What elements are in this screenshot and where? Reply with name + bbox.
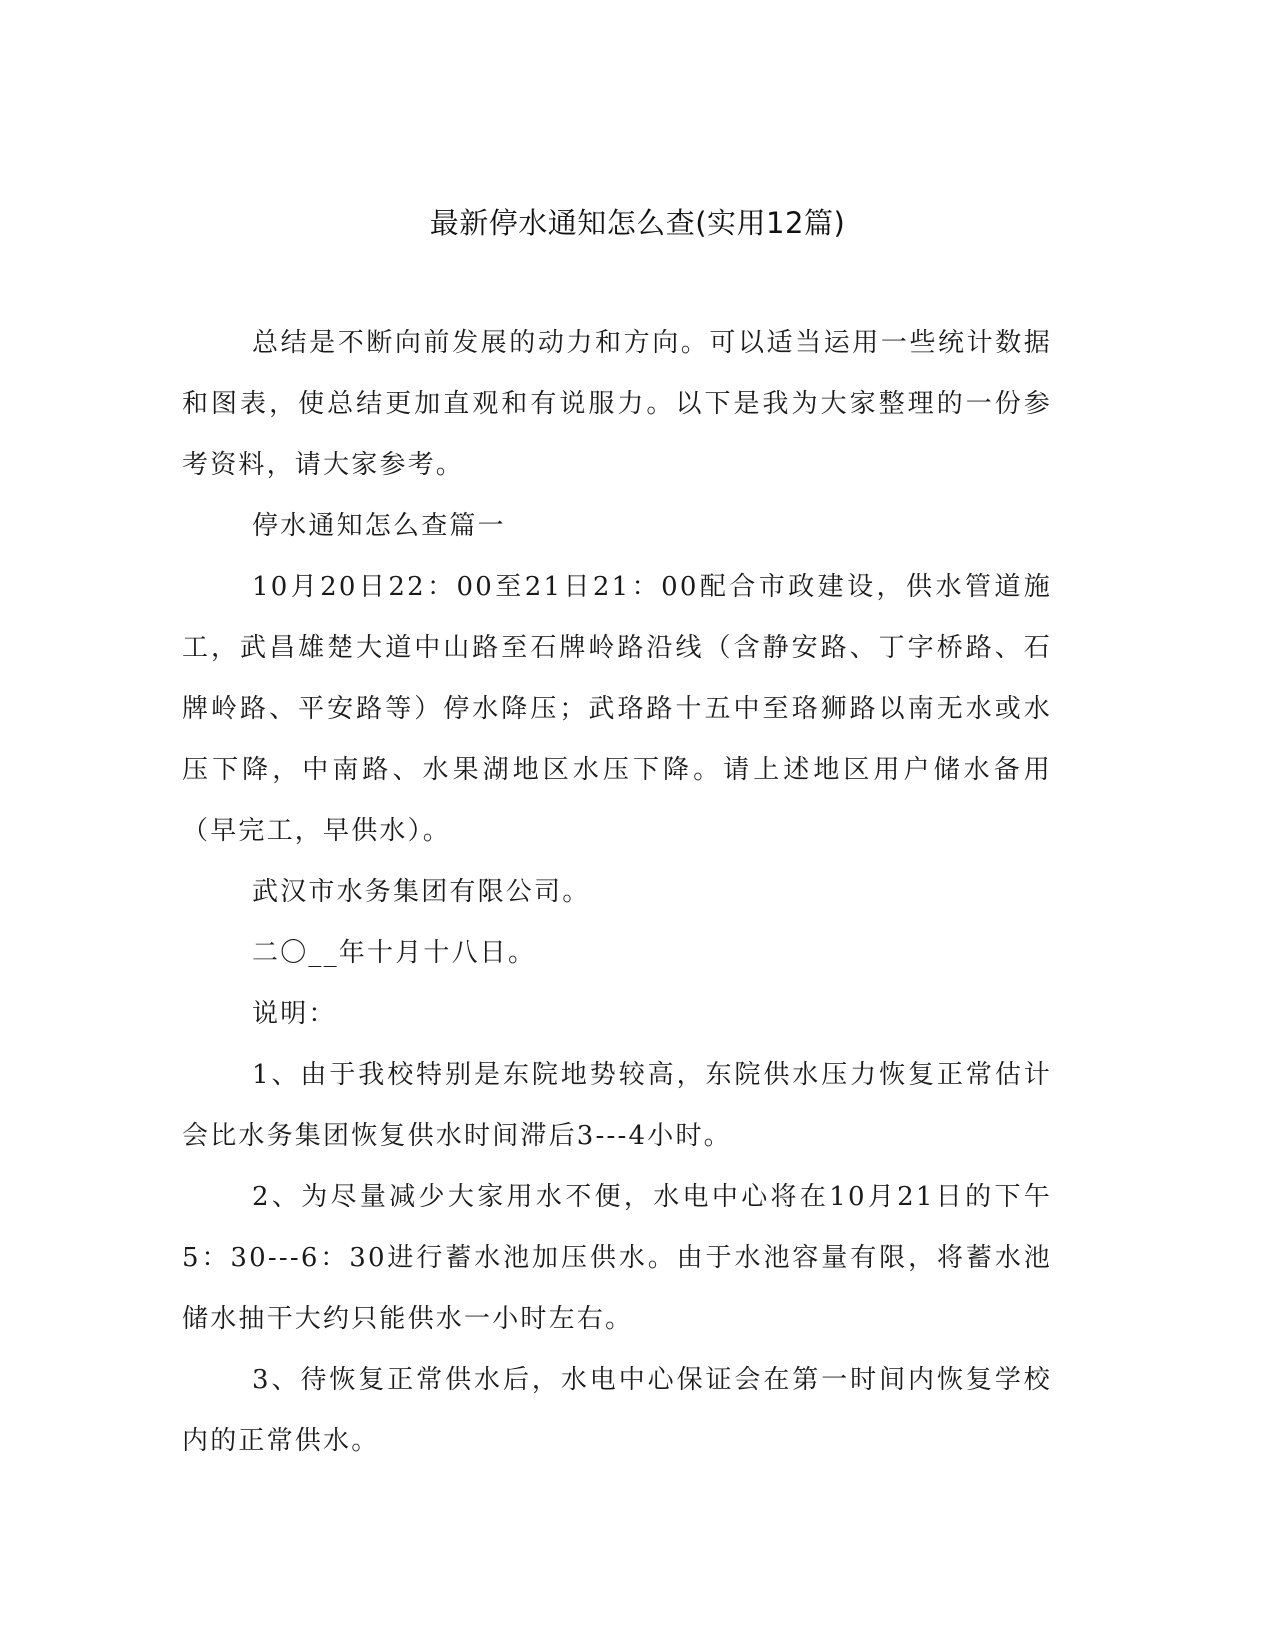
section-heading: 停水通知怎么查篇一 (252, 511, 506, 541)
notice-paragraph: 10月20日22：00至21日21：00配合市政建设，供水管道施工，武昌雄楚大道中山路至石牌岭路沿线（含静安路、丁字桥路、石牌岭路、平安路等）停水降压；武珞路十五中至珞狮路以南无水或水压下降，中南路、水果湖地区水压下降。请上述地区用户储水备用（早完工，早供水）。 (182, 572, 1052, 846)
date-line: 二〇__年十月十八日。 (252, 938, 537, 968)
notes-heading: 说明： (252, 999, 337, 1029)
intro-paragraph: 总结是不断向前发展的动力和方向。可以适当运用一些统计数据和图表，使总结更加直观和有说服力。以下是我为大家整理的一份参考资料，请大家参考。 (182, 328, 1052, 480)
issuer-line: 武汉市水务集团有限公司。 (252, 877, 591, 907)
note-item-1: 1、由于我校特别是东院地势较高，东院供水压力恢复正常估计会比水务集团恢复供水时间滞后3---4小时。 (182, 1060, 1052, 1151)
document-body (182, 313, 1052, 1472)
note-item-3: 3、待恢复正常供水后，水电中心保证会在第一时间内恢复学校内的正常供水。 (182, 1365, 1052, 1456)
document-title: 最新停水通知怎么查(实用12篇) (429, 206, 846, 240)
note-item-2: 2、为尽量减少大家用水不便，水电中心将在10月21日的下午5：30---6：30进行蓄水池加压供水。由于水池容量有限，将蓄水池储水抽干大约只能供水一小时左右。 (182, 1182, 1052, 1334)
